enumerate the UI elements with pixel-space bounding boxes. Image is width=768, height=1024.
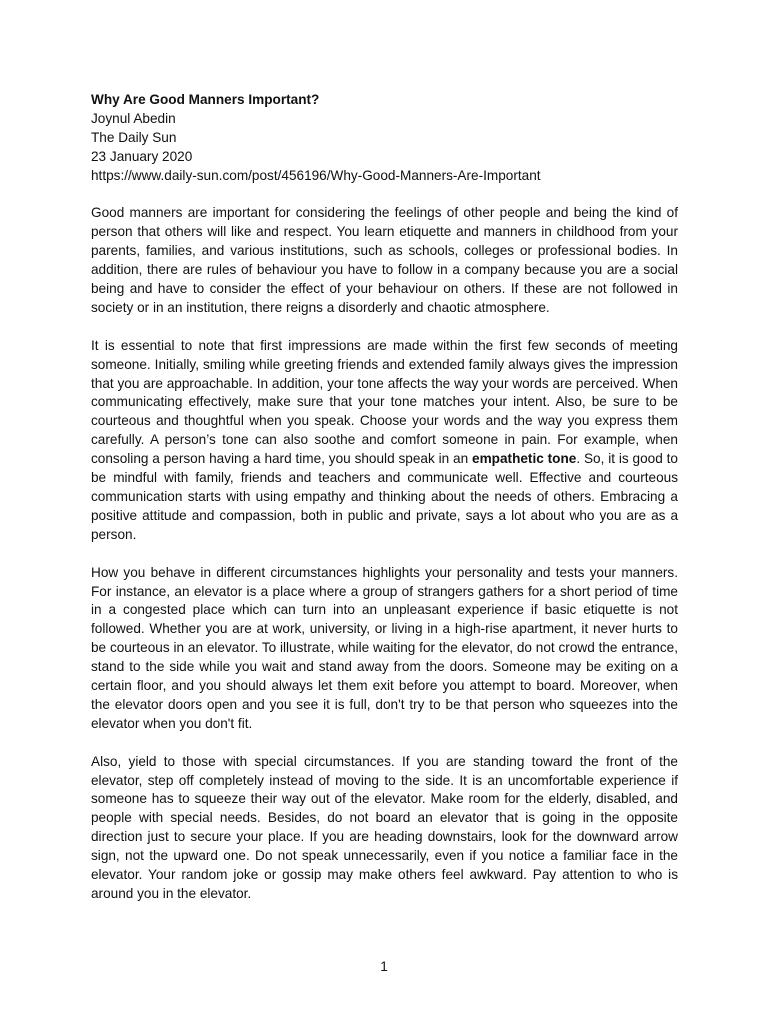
document-page (91, 91, 678, 904)
page-number: 1 (380, 959, 388, 974)
article-header (91, 91, 678, 186)
paragraph-2-bold-phrase: empathetic tone (472, 451, 577, 467)
paragraph-2-text-start: It is essential to note that first impressions are made within the first few seconds of meeting someone. Initially, smiling while greeting friends and extended family always gives the impression that you are approachable. In addition, your tone affects the way your words are perceived. When communicating effectively, make sure that your tone matches your intent. Also, be sure to be courteous and thoughtful when you speak. Choose your words and the way you express them carefully. A person’s tone can also soothe and comfort someone in pain. For example, when consoling a person having a hard time, you should speak in an (91, 337, 678, 467)
article-title: Why Are Good Manners Important? (91, 92, 320, 107)
article-author: Joynul Abedin (91, 110, 176, 126)
paragraph-4: Also, yield to those with special circumstances. If you are standing toward the front of the elevator, step off completely instead of moving to the side. It is an uncomfortable experience if someone has to squeeze their way out of the elevator. Make room for the elderly, disabled, and people with special needs. Besides, do not board an elevator that is going in the opposite direction just to secure your place. If you are heading downstairs, look for the downward arrow sign, not the upward one. Do not speak unnecessarily, even if you notice a familiar face in the elevator. Your random joke or gossip may make others feel awkward. Pay attention to who is around you in the elevator. (91, 753, 678, 901)
paragraph-3: How you behave in different circumstances highlights your personality and tests your manners. For instance, an elevator is a place where a group of strangers gathers for a short period of time in a congested place which can turn into an unpleasant experience if basic etiquette is not followed. Whether you are at work, university, or living in a high-rise apartment, it never hurts to be courteous in an elevator. To illustrate, while waiting for the elevator, do not crowd the entrance, stand to the side while you wait and stand away from the doors. Someone may be exiting on a certain floor, and you should always let them exit before you attempt to board. Moreover, when the elevator doors open and you see it is full, don't try to be that person who squeezes into the elevator when you don't fit. (91, 564, 678, 731)
article-url: https://www.daily-sun.com/post/456196/Why-Good-Manners-Are-Important (91, 167, 541, 183)
paragraph-2-text-end: . So, it is good to be mindful with family, friends and teachers and communicate well. Effective and courteous communication starts with using empathy and thinking about the needs of others. Embracing a positive attitude and compassion, both in public and private, says a lot about who you are as a person. (91, 451, 678, 542)
article-date: 23 January 2020 (91, 148, 193, 164)
article-publication: The Daily Sun (91, 129, 177, 145)
paragraph-1: Good manners are important for considering the feelings of other people and being the kind of person that others will like and respect. You learn etiquette and manners in childhood from your parents, families, and various institutions, such as schools, colleges or professional bodies. In addition, there are rules of behaviour you have to follow in a company because you are a social being and have to consider the effect of your behaviour on others. If these are not followed in society or in an institution, there reigns a disorderly and chaotic atmosphere. (91, 205, 678, 315)
paragraph-2 (91, 337, 678, 545)
